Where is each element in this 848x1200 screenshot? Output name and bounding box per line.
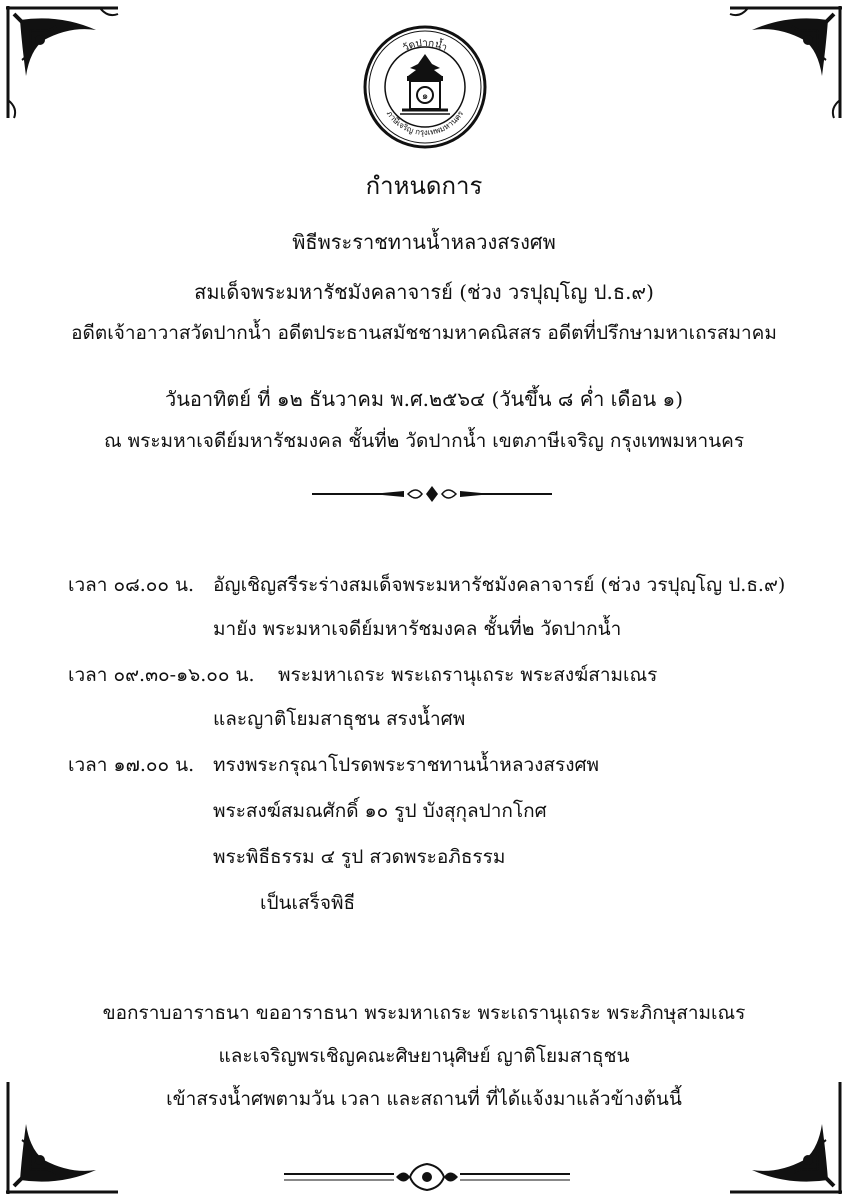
closing-line-2: และเจริญพรเชิญคณะศิษยานุศิษย์ ญาติโยมสาธุชน	[218, 1045, 630, 1067]
schedule-time-1: เวลา ๐๘.๐๐ น.	[68, 574, 195, 596]
schedule-item-1-line-1: อัญเชิญสรีระร่างสมเด็จพระมหารัชมังคลาจารย์ (ช่วง วรปุญฺโญ ป.ธ.๙)	[213, 574, 786, 596]
schedule-item-3-line-3: พระพิธีธรรม ๔ รูป สวดพระอภิธรรม	[213, 846, 506, 868]
schedule-item-2-line-1: พระมหาเถระ พระเถรานุเถระ พระสงฆ์สามเณร	[278, 664, 658, 686]
closing-line-1: ขอกราบอาราธนา ขออาราธนา พระมหาเถระ พระเถรานุเถระ พระภิกษุสามเณร	[102, 1002, 746, 1024]
honoree-name: สมเด็จพระมหารัชมังคลาจารย์ (ช่วง วรปุญฺโญ ป.ธ.๙)	[194, 280, 654, 304]
divider-ornament	[312, 482, 552, 506]
svg-text:วัดปากน้ำ: วัดปากน้ำ	[401, 37, 449, 55]
ceremony-venue: ณ พระมหาเจดีย์มหารัชมงคล ชั้นที่๒ วัดปากน้ำ เขตภาษีเจริญ กรุงเทพมหานคร	[103, 430, 745, 452]
schedule-item-1-line-2: มายัง พระมหาเจดีย์มหารัชมงคล ชั้นที่๒ วัดปากน้ำ	[213, 618, 622, 640]
ceremony-name: พิธีพระราชทานน้ำหลวงสรงศพ	[292, 230, 556, 254]
schedule-item-3-line-2: พระสงฆ์สมณศักดิ์ ๑๐ รูป บังสุกุลปากโกศ	[213, 800, 547, 822]
closing-line-3: เข้าสรงน้ำศพตามวัน เวลา และสถานที่ ที่ได้แจ้งมาแล้วข้างต้นนี้	[166, 1088, 682, 1110]
corner-ornament-top-right	[723, 0, 848, 125]
schedule-item-2-line-2: และญาติโยมสาธุชน สรงน้ำศพ	[213, 708, 466, 730]
svg-text:๑: ๑	[421, 91, 429, 102]
schedule-time-3: เวลา ๑๗.๐๐ น.	[68, 754, 195, 776]
corner-ornament-top-left	[0, 0, 125, 125]
schedule-item-3-line-4: เป็นเสร็จพิธี	[260, 892, 356, 914]
schedule-time-2: เวลา ๐๙.๓๐-๑๖.๐๐ น.	[68, 664, 255, 686]
page-title: กำหนดการ	[365, 172, 483, 200]
ceremony-date: วันอาทิตย์ ที่ ๑๒ ธันวาคม พ.ศ.๒๕๖๔ (วันขึ้น ๘ ค่ำ เดือน ๑)	[164, 387, 684, 411]
temple-seal-logo	[362, 24, 488, 150]
honoree-titles: อดีตเจ้าอาวาสวัดปากน้ำ อดีตประธานสมัชชามหาคณิสสร อดีตที่ปรึกษามหาเถรสมาคม	[71, 322, 777, 344]
svg-text:ภาษีเจริญ กรุงเทพมหานคร: ภาษีเจริญ กรุงเทพมหานคร	[384, 109, 466, 138]
bottom-ornament	[284, 1160, 570, 1194]
schedule-item-3-line-1: ทรงพระกรุณาโปรดพระราชทานน้ำหลวงสรงศพ	[213, 754, 600, 776]
